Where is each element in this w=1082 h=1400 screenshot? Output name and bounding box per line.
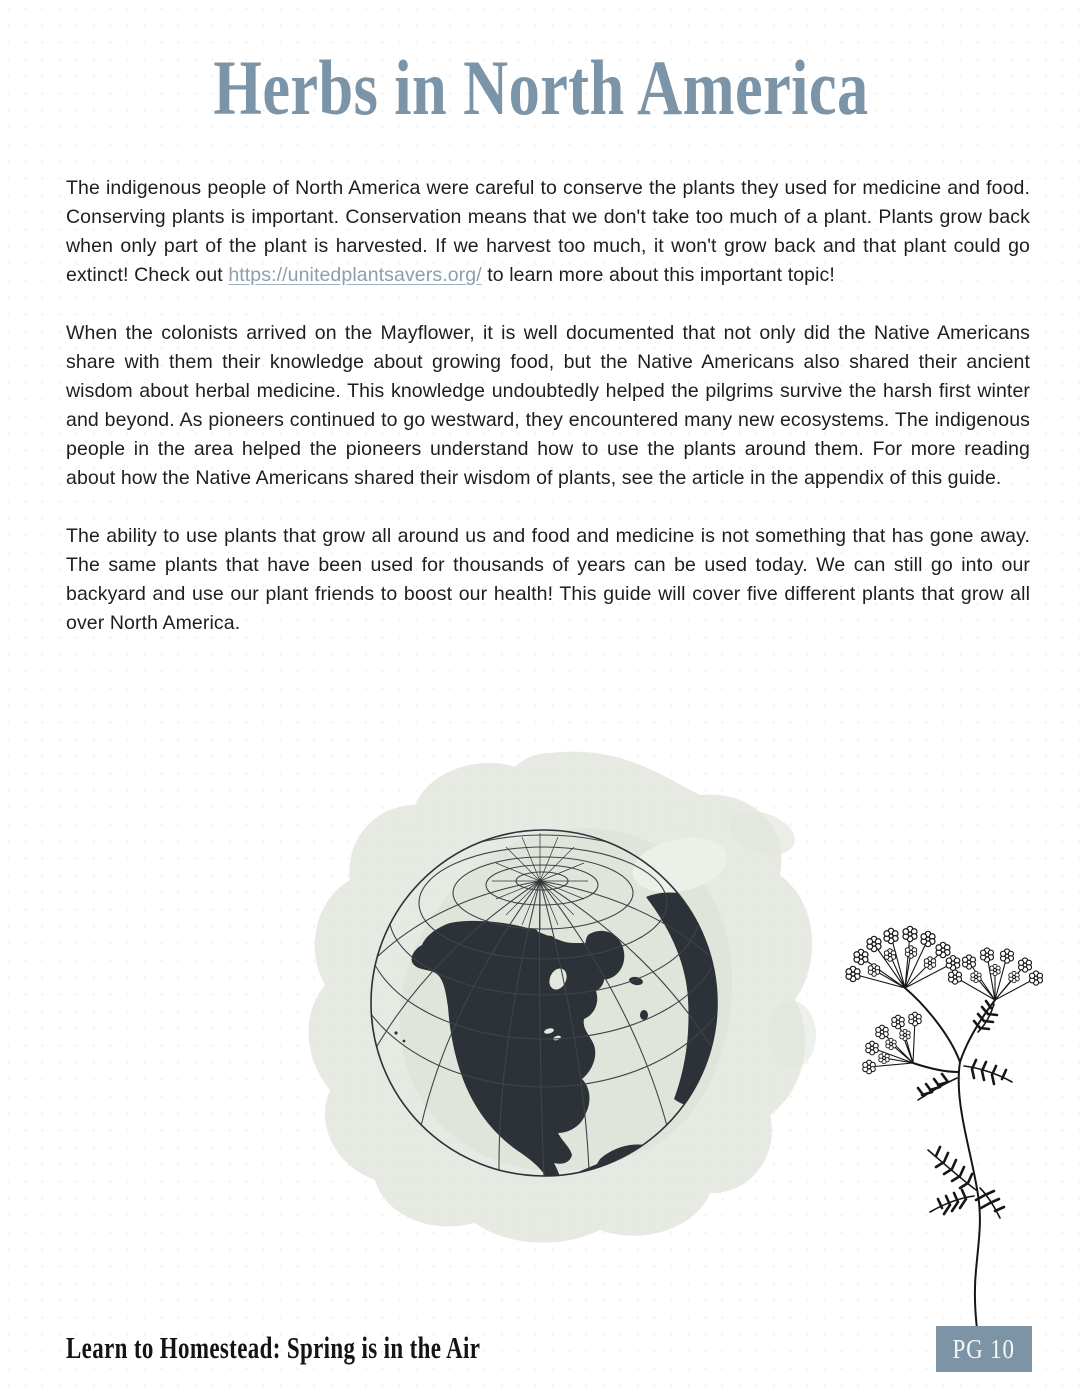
body-text <box>66 174 1030 638</box>
page-title: Herbs in North America <box>213 44 869 131</box>
paragraph-text: to learn more about this important topic! <box>481 264 835 287</box>
pole-starburst <box>492 833 588 929</box>
globe-north-america-illustration <box>300 735 820 1255</box>
paragraph-ability: The ability to use plants that grow all around us and food and medicine is not something that has gone away. The same plants that have been used for thousands of years can be used today. We can still go into our backyard and use our plant friends to boost our health! This guide will cover five different plants that grow all over North America. <box>66 525 1030 635</box>
paragraph-colonists: When the colonists arrived on the Mayflower, it is well documented that not only did the Native Americans share with them their knowledge about growing food, but the Native Americans also shared their ancient wisdom about herbal medicine. This knowledge undoubtedly helped the pilgrims survive the harsh first winter and beyond. As pioneers continued to go westward, they encountered many new ecosystems. The indigenous people in the area helped the pioneers understand how to use the plants around them. For more reading about how the Native Americans shared their wisdom of plants, see the article in the appendix of this guide. <box>66 322 1030 490</box>
page-number-label: PG 10 <box>952 1333 1016 1364</box>
paragraph-text: The indigenous people of North America were careful to conserve the plants they used for medicine and food. Conserving plants is important. Conservation means that we don't take too much of a plant. Plants grow back when only part of the plant is harvested. If we harvest too much, it won't grow back and that plant could go extinct! Check out <box>66 177 1030 287</box>
page-number-badge <box>936 1326 1032 1372</box>
umbel-flowers <box>846 926 1043 1074</box>
yarrow-botanical-illustration <box>810 900 1080 1365</box>
globe-icon <box>300 735 820 1255</box>
united-plant-savers-link[interactable]: https://unitedplantsavers.org/ <box>228 264 482 287</box>
paragraph-conservation <box>66 174 1030 290</box>
footer-book-title: Learn to Homestead: Spring is in the Air <box>66 1330 481 1365</box>
yarrow-plant-icon <box>810 900 1080 1365</box>
